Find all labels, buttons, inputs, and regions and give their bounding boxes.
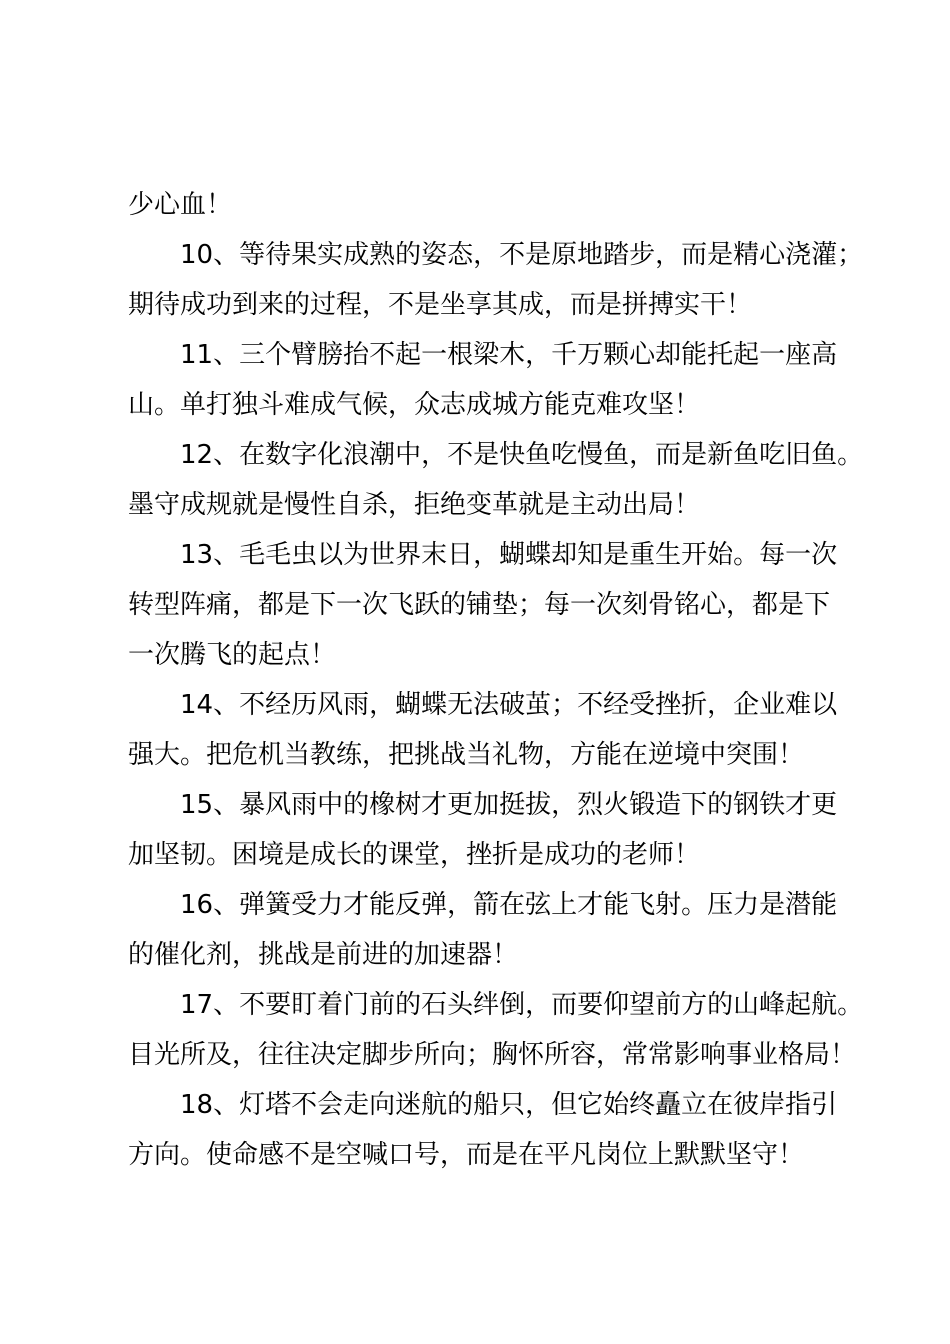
body-text	[128, 180, 864, 1180]
text-line: 少心血！	[128, 190, 233, 220]
text-line: 16、弹簧受力才能反弹，箭在弦上才能飞射。压力是潜能	[180, 890, 838, 920]
text-line: 方向。使命感不是空喊口号，而是在平凡岗位上默默坚守！	[128, 1140, 805, 1170]
text-line: 17、不要盯着门前的石头绊倒，而要仰望前方的山峰起航。	[180, 990, 864, 1020]
text-line: 期待成功到来的过程，不是坐享其成，而是拼搏实干！	[128, 290, 753, 320]
text-line: 强大。把危机当教练，把挑战当礼物，方能在逆境中突围！	[128, 740, 805, 770]
text-line: 14、不经历风雨，蝴蝶无法破茧；不经受挫折，企业难以	[180, 690, 838, 720]
text-line: 15、暴风雨中的橡树才更加挺拔，烈火锻造下的钢铁才更	[180, 790, 838, 820]
text-line: 山。单打独斗难成气候，众志成城方能克难攻坚！	[128, 390, 701, 420]
text-line: 目光所及，往往决定脚步所向；胸怀所容，常常影响事业格局！	[128, 1040, 857, 1070]
text-line: 加坚韧。困境是成长的课堂，挫折是成功的老师！	[128, 840, 701, 870]
text-line: 墨守成规就是慢性自杀，拒绝变革就是主动出局！	[128, 490, 701, 520]
text-line: 的催化剂，挑战是前进的加速器！	[128, 940, 519, 970]
text-line: 转型阵痛，都是下一次飞跃的铺垫；每一次刻骨铭心，都是下	[128, 590, 831, 620]
text-line: 13、毛毛虫以为世界末日，蝴蝶却知是重生开始。每一次	[180, 540, 838, 570]
text-line: 18、灯塔不会走向迷航的船只，但它始终矗立在彼岸指引	[180, 1090, 838, 1120]
text-line: 一次腾飞的起点！	[128, 640, 337, 670]
text-line: 11、三个臂膀抬不起一根梁木，千万颗心却能托起一座高	[180, 340, 838, 370]
text-line: 12、在数字化浪潮中，不是快鱼吃慢鱼，而是新鱼吃旧鱼。	[180, 440, 864, 470]
text-line: 10、等待果实成熟的姿态，不是原地踏步，而是精心浇灌；	[180, 240, 864, 270]
